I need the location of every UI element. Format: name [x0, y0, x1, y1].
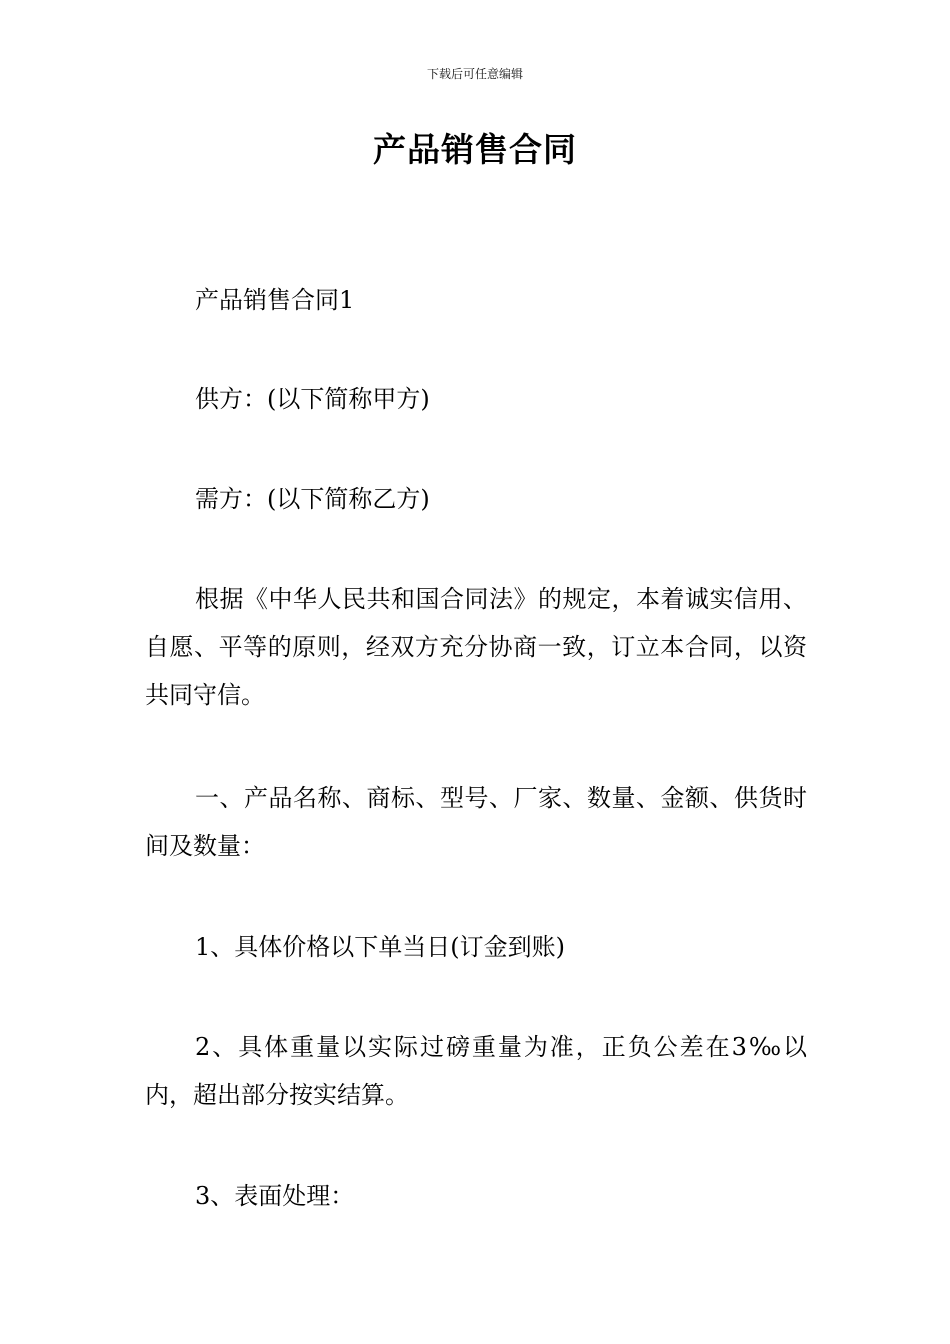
- header-note: 下载后可任意编辑: [426, 67, 523, 81]
- paragraph-supplier: 供方：(以下简称甲方): [195, 385, 430, 413]
- paragraph-contract-number: 产品销售合同1: [195, 286, 355, 314]
- document-title: 产品销售合同: [373, 130, 577, 169]
- paragraph-section-one: 一、产品名称、商标、型号、厂家、数量、金额、供货时间及数量：: [145, 784, 807, 860]
- paragraph-buyer: 需方：(以下简称乙方): [195, 485, 430, 513]
- paragraph-item-2: 2、具体重量以实际过磅重量为准，正负公差在3‰以内，超出部分按实结算。: [145, 1033, 807, 1109]
- paragraph-item-1: 1、具体价格以下单当日(订金到账): [195, 933, 565, 961]
- paragraph-preamble: 根据《中华人民共和国合同法》的规定，本着诚实信用、自愿、平等的原则，经双方充分协商一致，订立本合同，以资共同守信。: [145, 585, 807, 709]
- paragraph-item-3: 3、表面处理：: [195, 1182, 355, 1210]
